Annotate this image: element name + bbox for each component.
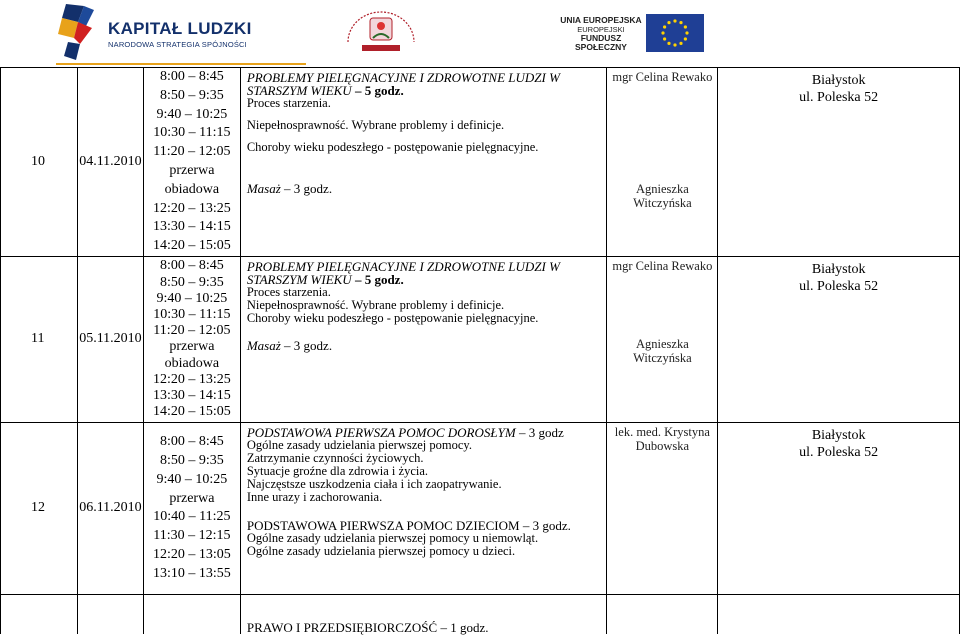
topic-line: Niepełnosprawność. Wybrane problemy i definicje. (246, 118, 505, 132)
topic-line: Choroby wieku podeszłego - postępowanie pielęgnacyjne. (246, 310, 539, 325)
kl-title: KAPITAŁ LUDZKI (108, 19, 252, 38)
eu-star-icon (679, 42, 682, 45)
row-content: PRAWO I PRZEDSIĘBIORCZOŚĆ – 1 godz. (240, 594, 607, 634)
eu-star-icon (661, 31, 664, 34)
eu-star-icon (685, 31, 688, 34)
topic-line: Niepełnosprawność. Wybrane problemy i definicje. (246, 297, 505, 312)
topic-line: Ogólne zasady udzielania pierwszej pomocy u niemowląt. (246, 530, 539, 545)
place-cell: Białystok ul. Poleska 52 (718, 256, 960, 422)
mopr-logo (340, 8, 422, 56)
row-date: 06.11.2010 (77, 422, 143, 594)
eu-star-icon (679, 21, 682, 24)
place-cell: Białystok ul. Poleska 52 (718, 422, 960, 594)
topic-line: Proces starzenia. (246, 96, 331, 110)
eu-star-icon (673, 19, 676, 22)
topic-title: PRAWO I PRZEDSIĘBIORCZOŚĆ (246, 620, 438, 635)
table-row (1, 594, 960, 634)
topic-line: Sytuacje groźne dla zdrowia i życia. (246, 463, 429, 478)
row-times: 8:00 – 8:45 8:50 – 9:35 9:40 – 10:25 przerwa 10:40 – 11:25 11:30 – 12:15 12:20 – 13:05 13:10 – 13:55 (143, 422, 240, 594)
schedule-table (0, 67, 960, 634)
row-number: 12 (1, 422, 78, 594)
topic-title: PROBLEMY PIELĘGNACYJNE I ZDROWOTNE LUDZI W (246, 258, 560, 274)
table-row (1, 256, 960, 422)
place-cell: Białystok ul. Poleska 52 (718, 68, 960, 257)
eu-line3: FUNDUSZ SPOŁECZNY (575, 33, 627, 52)
eu-line2: EUROPEJSKI (577, 25, 625, 34)
row-date: 04.11.2010 (77, 68, 143, 257)
eu-star-icon (667, 42, 670, 45)
teacher-cell: lek. med. Krystyna Dubowska (607, 422, 718, 594)
teacher-cell: mgr Celina Rewako Agnieszka Witczyńska (607, 68, 718, 257)
header-accent-line (56, 63, 306, 65)
row-content: PODSTAWOWA PIERWSZA POMOC DOROSŁYM – 3 godz Ogólne zasady udzielania pierwszej pomocy. Zatrzymanie czynności życiowych. Sytuacje groźne dla zdrowia i życia. Najczęstsze uszkodzenia ciała i ich zaopatrywanie. Inne urazy i zachorowania. PODSTAWOWA PIERWSZA POMOC DZIECIOM – 3 godz. Ogólne zasady udzielania pierwszej pomocy u niemowląt. Ogólne zasady udzielania pierwszej pomocy u dzieci. (240, 422, 607, 594)
eu-star-icon (667, 21, 670, 24)
row-number: 11 (1, 256, 78, 422)
eu-star-icon (673, 43, 676, 46)
table-row (1, 422, 960, 594)
topic-line: Choroby wieku podeszłego - postępowanie pielęgnacyjne. (246, 140, 539, 154)
page-header (0, 0, 960, 66)
topic-title: PODSTAWOWA PIERWSZA POMOC DOROSŁYM (246, 424, 516, 440)
row-number: 10 (1, 68, 78, 257)
eu-star-icon (684, 25, 687, 28)
eu-star-icon (663, 37, 666, 40)
topic-title: PODSTAWOWA PIERWSZA POMOC DZIECIOM (246, 517, 520, 533)
row-content: PROBLEMY PIELĘGNACYJNE I ZDROWOTNE LUDZI W STARSZYM WIEKU – 5 godz. Proces starzenia. Niepełnosprawność. Wybrane problemy i definicje. Choroby wieku podeszłego - postępowanie pielęgnacyjne. Masaż – 3 godz. (240, 68, 607, 257)
kapital-ludzki-star-icon (58, 4, 104, 62)
row-date: 05.11.2010 (77, 256, 143, 422)
eu-text (560, 16, 642, 52)
topic-line: Ogólne zasady udzielania pierwszej pomocy. (246, 437, 472, 452)
kl-subtitle: NARODOWA STRATEGIA SPÓJNOŚCI (108, 40, 247, 49)
eu-line1: UNIA EUROPEJSKA (560, 15, 642, 25)
eu-star-icon (663, 25, 666, 28)
topic-line: Najczęstsze uszkodzenia ciała i ich zaopatrywanie. (246, 476, 502, 491)
topic-line: Ogólne zasady udzielania pierwszej pomocy u dzieci. (246, 543, 516, 558)
eu-star-icon (684, 37, 687, 40)
eu-flag-icon (646, 14, 704, 52)
row-times: 8:00 – 8:45 8:50 – 9:35 9:40 – 10:25 10:30 – 11:15 11:20 – 12:05 przerwa obiadowa 12:20 – 13:25 13:30 – 14:15 14:20 – 15:05 (143, 256, 240, 422)
topic-title: Masaż (246, 337, 281, 353)
row-content: PROBLEMY PIELĘGNACYJNE I ZDROWOTNE LUDZI W STARSZYM WIEKU – 5 godz. Proces starzenia. Niepełnosprawność. Wybrane problemy i definicje. Choroby wieku podeszłego - postępowanie pielęgnacyjne. Masaż – 3 godz. (240, 256, 607, 422)
table-row (1, 68, 960, 257)
kapital-ludzki-logo (58, 4, 252, 62)
topic-line: Inne urazy i zachorowania. (246, 489, 383, 504)
topic-title: PROBLEMY PIELĘGNACYJNE I ZDROWOTNE LUDZI W (246, 70, 560, 85)
teacher-cell: mgr Celina Rewako Agnieszka Witczyńska (607, 256, 718, 422)
topic-line: Proces starzenia. (246, 284, 331, 299)
row-times: 8:00 – 8:45 8:50 – 9:35 9:40 – 10:25 10:30 – 11:15 11:20 – 12:05 przerwa obiadowa 12:20 – 13:25 13:30 – 14:15 14:20 – 15:05 (143, 68, 240, 257)
topic-title: Masaż (246, 181, 281, 196)
topic-line: Zatrzymanie czynności życiowych. (246, 450, 424, 465)
